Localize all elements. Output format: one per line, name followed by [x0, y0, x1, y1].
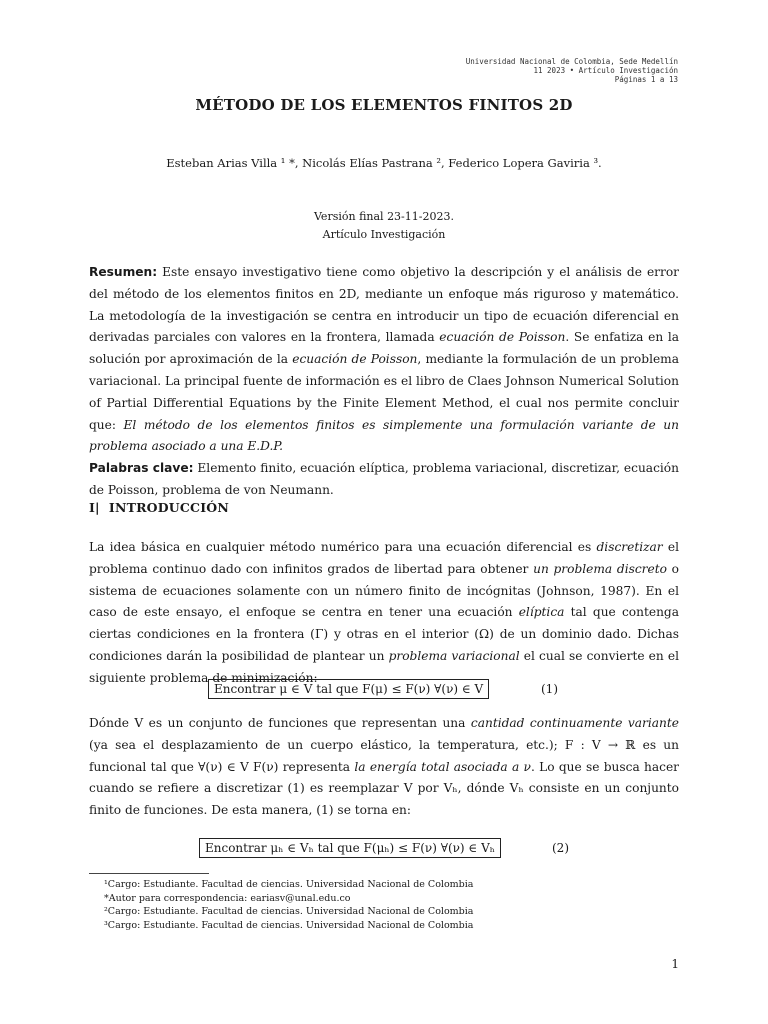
header-university: Universidad Nacional de Colombia, Sede Medellín [465, 57, 678, 66]
abstract-text: , mediante la formulación de un problema variacional. La principal fuente de información es el libro de Claes Johnson Numerical Solution of Partial Differential Equations by the Finite Element Method, el cual nos permite concluir que: [89, 352, 680, 432]
keywords-text: Elemento finito, ecuación elíptica, problema variacional, discretizar, ecuación de Poisson, problema de von Neumann. [89, 461, 679, 497]
abstract-text: Este ensayo investigativo tiene como objetivo la descripción y el análisis de error del método de los elementos finitos en 2D, mediante un enfoque más riguroso y matemático. La metodología de la investigación se centra en introducir un tipo de ecuación diferencial en derivadas parciales con valores en la frontera, llamada [89, 265, 679, 345]
para-text: . Lo que se busca hacer cuando se refiere a discretizar (1) es reemplazar V por Vₕ, dónde Vₕ consiste en un conjunto finito de funciones. De esta manera, (1) se torna en: [89, 759, 679, 818]
abstract-conclusion: El método de los elementos finitos es simplemente una formulación variante de un problema asociado a una E.D.P. [89, 417, 679, 454]
abstract-text: . Se enfatiza en la solución por aproximación de la [89, 330, 679, 367]
article-type: Artículo Investigación [322, 228, 446, 241]
abstract-emphasis: ecuación de Poisson [292, 352, 418, 367]
intro-text: el cual se convierte en el siguiente problema de minimización: [89, 648, 679, 685]
para-text: (ya sea el desplazamiento de un cuerpo elástico, la temperatura, etc.); F : V → ℝ es un funcional tal que ∀(ν) ∈ V F(ν) representa [89, 737, 679, 774]
version-date: Versión final 23-11-2023. [314, 210, 454, 223]
equation-1: Encontrar μ ∈ V tal que F(μ) ≤ F(ν) ∀(ν) ∈ V [208, 679, 489, 699]
author-list: Esteban Arias Villa ¹ *, Nicolás Elías Pastrana ², Federico Lopera Gaviria ³. [166, 156, 602, 170]
equation-1-number: (1) [541, 682, 558, 696]
equation-2: Encontrar μₕ ∈ Vₕ tal que F(μₕ) ≤ F(ν) ∀(ν) ∈ Vₕ [199, 838, 501, 858]
footnote-corresponding: *Autor para correspondencia: eariasv@unal.edu.co [104, 892, 351, 904]
intro-text: el problema continuo dado con infinitos grados de libertad para obtener [89, 540, 679, 576]
header-date-type: 11 2023 • Artículo Investigación [533, 66, 678, 75]
abstract [89, 262, 679, 502]
header-pages: Páginas 1 a 13 [614, 75, 678, 84]
paragraph-2 [89, 713, 679, 822]
para-text: Dónde V es un conjunto de funciones que representan una [89, 716, 471, 730]
abstract-emphasis: ecuación de Poisson [439, 330, 566, 345]
abstract-label: Resumen: [89, 265, 158, 279]
footnotes [104, 878, 473, 932]
para-emphasis: la energía total asociada a ν [354, 759, 531, 774]
intro-emphasis: elíptica [518, 605, 565, 620]
section-title: INTRODUCCIÓN [108, 500, 229, 515]
page-number: 1 [671, 957, 679, 971]
footnote-2: ²Cargo: Estudiante. Facultad de ciencias. Universidad Nacional de Colombia [104, 906, 474, 917]
intro-emphasis: discretizar [596, 540, 663, 554]
footnote-3: ³Cargo: Estudiante. Facultad de ciencias. Universidad Nacional de Colombia [104, 919, 474, 931]
paper-title: MÉTODO DE LOS ELEMENTOS FINITOS 2D [195, 96, 573, 114]
footnote-1: ¹Cargo: Estudiante. Facultad de ciencias. Universidad Nacional de Colombia [104, 879, 474, 890]
intro-text: tal que contenga ciertas condiciones en la frontera (Γ) y otras en el interior (Ω) de un dominio dado. Dichas condiciones darán la posibilidad de plantear un [89, 605, 679, 663]
version-block [0, 208, 768, 244]
running-header [466, 57, 678, 84]
para-emphasis: cantidad continuamente variante [470, 716, 679, 730]
intro-emphasis: problema variacional [388, 648, 520, 663]
keywords-label: Palabras clave: [89, 461, 194, 476]
section-heading [89, 500, 229, 515]
intro-emphasis: un problema discreto [533, 561, 667, 576]
intro-paragraph [89, 537, 679, 690]
intro-text: o sistema de ecuaciones solamente con un número finito de incógnitas (Johnson, 1987). En el caso de este ensayo, el enfoque se centra en tener una ecuación [89, 561, 679, 620]
equation-2-number: (2) [552, 841, 569, 855]
intro-text: La idea básica en cualquier método numérico para una ecuación diferencial es [89, 540, 597, 554]
section-number: I| [89, 500, 100, 515]
footnote-rule [89, 873, 209, 874]
